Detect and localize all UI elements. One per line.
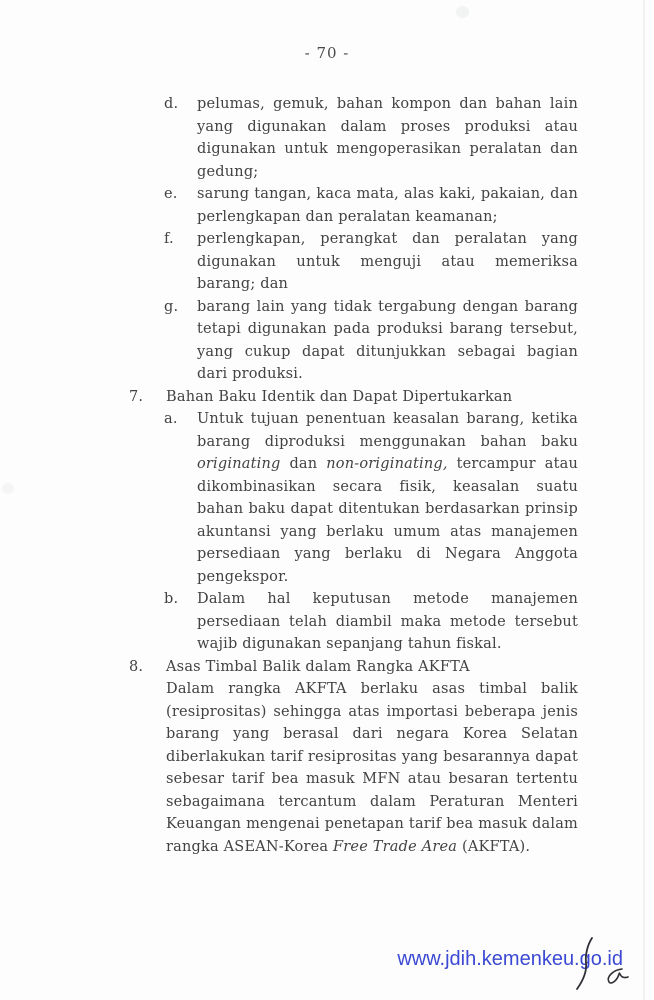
scan-artifact <box>2 483 14 494</box>
list-text: Asas Timbal Balik dalam Rangka AKFTA <box>166 658 470 675</box>
list-text: pelumas, gemuk, bahan kompon dan bahan lain yang digunakan dalam proses produksi atau digunakan untuk mengoperasikan peralatan dan gedung; <box>197 96 578 180</box>
list-item <box>129 656 578 679</box>
list-marker: g. <box>164 298 179 315</box>
list-marker: 7. <box>129 388 144 405</box>
list-marker: e. <box>164 186 178 202</box>
list-text: perlengkapan, perangkat dan peralatan yang digunakan untuk menguji atau memeriksa barang; dan <box>197 231 578 292</box>
scan-edge-artifact <box>643 0 645 1000</box>
scan-artifact <box>456 6 469 18</box>
page-number: - 70 - <box>304 44 350 62</box>
list-item <box>129 183 578 228</box>
list-item <box>129 296 578 386</box>
list-text: Dalam rangka AKFTA berlaku asas timbal balik (resiprositas) sehingga atas importasi beberapa jenis barang yang berasal dari negara Korea Selatan diberlakukan tarif resiprositas yang besarannya dapat sebesar tarif bea masuk MFN atau besaran tertentu sebagaimana tercantum dalam Peraturan Menteri Keuangan mengenai penetapan tarif bea masuk dalam rangka ASEAN-Korea Free Trade Area (AKFTA). <box>166 681 578 855</box>
list-item <box>129 228 578 296</box>
document-body <box>129 93 578 858</box>
list-marker: b. <box>164 591 179 607</box>
list-item <box>129 386 578 409</box>
list-text: Bahan Baku Identik dan Dapat Dipertukarkan <box>166 388 513 405</box>
list-text: sarung tangan, kaca mata, alas kaki, pakaian, dan perlengkapan dan peralatan keamanan; <box>197 186 578 225</box>
list-marker: a. <box>164 411 178 427</box>
list-text: Dalam hal keputusan metode manajemen persediaan telah diambil maka metode tersebut wajib digunakan sepanjang tahun fiskal. <box>197 591 578 652</box>
jdih-kemenkeu-link[interactable]: www.jdih.kemenkeu.go.id <box>397 948 623 970</box>
list-text: Untuk tujuan penentuan keasalan barang, ketika barang diproduksi menggunakan bahan baku originating dan non-originating, tercampur atau dikombinasikan secara fisik, keasalan suatu bahan baku dapat ditentukan berdasarkan prinsip akuntansi yang berlaku umum atas manajemen persediaan yang berlaku di Negara Anggota pengekspor. <box>197 411 578 585</box>
list-text: barang lain yang tidak tergabung dengan barang tetapi digunakan pada produksi barang tersebut, yang cukup dapat ditunjukkan sebagai bagian dari produksi. <box>197 298 578 382</box>
list-marker: f. <box>164 231 174 247</box>
list-marker: 8. <box>129 658 144 675</box>
list-item <box>129 93 578 183</box>
list-item <box>129 588 578 656</box>
list-marker: d. <box>164 96 179 112</box>
list-item <box>129 408 578 588</box>
list-item <box>129 678 578 858</box>
